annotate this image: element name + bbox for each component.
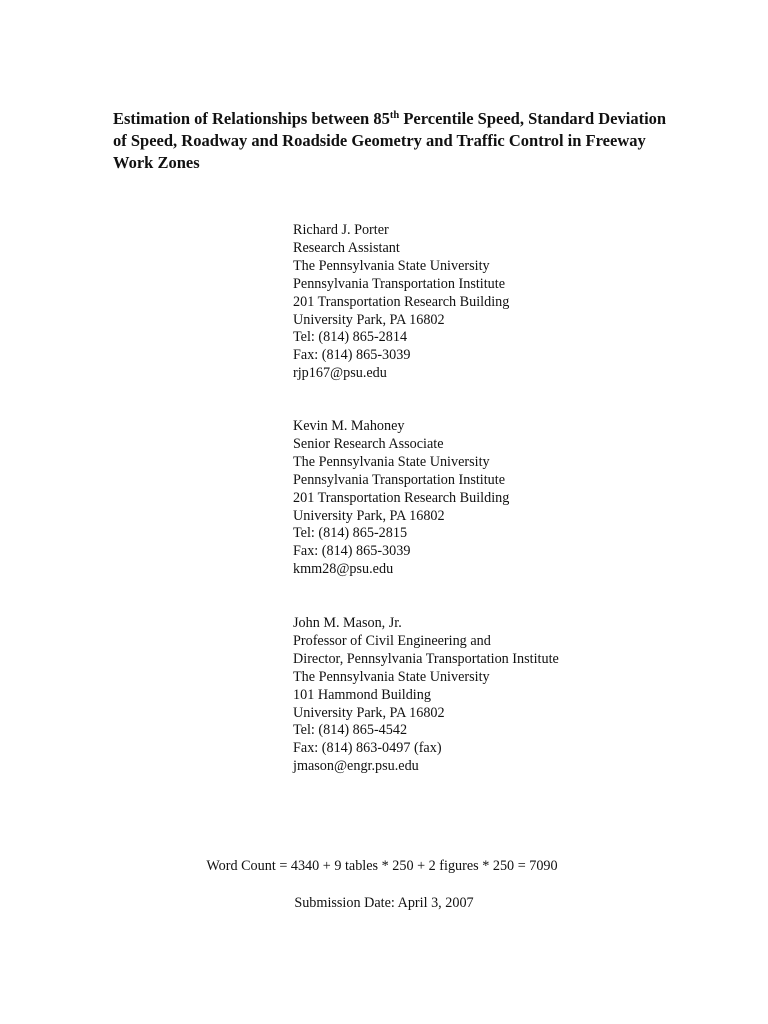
author-block-mason [293, 615, 713, 776]
author-university: The Pennsylvania State University [293, 257, 490, 274]
author-fax: Fax: (814) 865-3039 [293, 347, 411, 364]
author-email: rjp167@psu.edu [293, 365, 387, 382]
title-text-part2: Percentile Speed, Standard Deviation of Speed, Roadway and Roadside Geometry and Traffic Control in Freeway Work Zones [113, 109, 667, 172]
author-city: University Park, PA 16802 [293, 704, 445, 721]
author-position: Professor of Civil Engineering and [293, 632, 491, 649]
author-block-porter [293, 222, 713, 383]
title-text-part1: Estimation of Relationships between 85 [113, 109, 390, 128]
title-superscript: th [389, 110, 400, 121]
author-institute: Pennsylvania Transportation Institute [293, 275, 506, 292]
author-email: jmason@engr.psu.edu [293, 758, 419, 775]
author-city: University Park, PA 16802 [293, 507, 445, 524]
author-tel: Tel: (814) 865-4542 [293, 722, 408, 739]
author-email: kmm28@psu.edu [293, 561, 394, 578]
author-position-director: Director, Pennsylvania Transportation Institute [293, 650, 559, 667]
word-count [0, 857, 768, 875]
author-building: 101 Hammond Building [293, 686, 431, 703]
author-city: University Park, PA 16802 [293, 311, 445, 328]
author-name: Richard J. Porter [293, 222, 389, 238]
author-tel: Tel: (814) 865-2814 [293, 329, 408, 346]
paper-title [113, 108, 673, 174]
author-university: The Pennsylvania State University [293, 453, 490, 470]
author-name: Kevin M. Mahoney [293, 418, 405, 434]
author-university: The Pennsylvania State University [293, 668, 490, 685]
submission-date: Submission Date: April 3, 2007 [294, 895, 474, 911]
author-name: John M. Mason, Jr. [293, 615, 402, 631]
author-fax: Fax: (814) 865-3039 [293, 543, 411, 560]
word-count-text: Word Count = 4340 + 9 tables * 250 + 2 figures * 250 = 7090 [206, 858, 558, 874]
author-position: Senior Research Associate [293, 435, 444, 452]
author-building: 201 Transportation Research Building [293, 293, 510, 310]
author-tel: Tel: (814) 865-2815 [293, 525, 408, 542]
author-building: 201 Transportation Research Building [293, 489, 510, 506]
author-position: Research Assistant [293, 239, 400, 256]
author-block-mahoney [293, 418, 713, 579]
author-fax: Fax: (814) 863-0497 (fax) [293, 740, 442, 757]
author-institute: Pennsylvania Transportation Institute [293, 471, 506, 488]
